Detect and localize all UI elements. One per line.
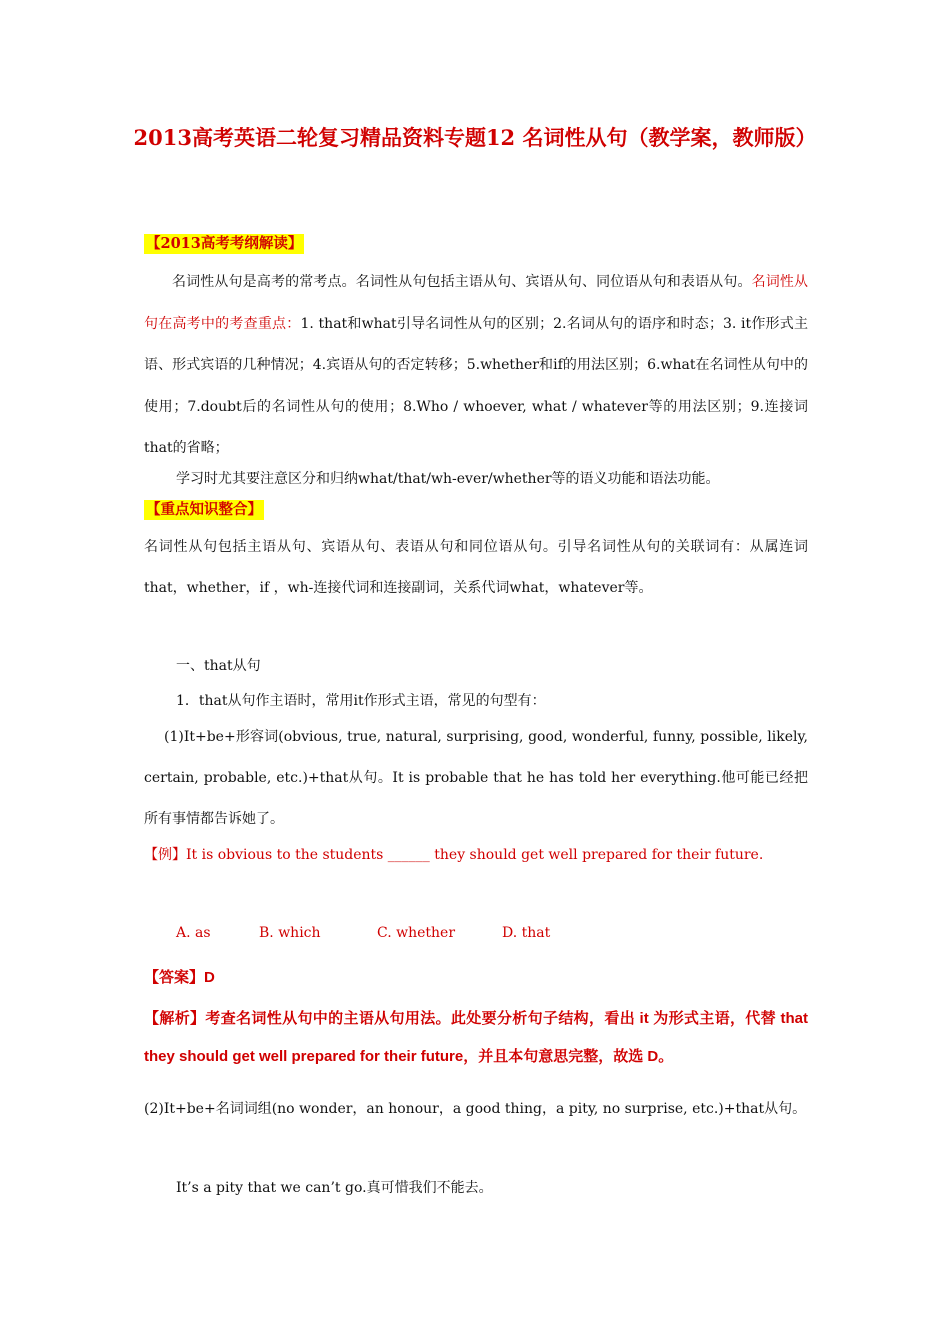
document-title: 2013高考英语二轮复习精品资料专题12 名词性从句（教学案，教师版） xyxy=(133,125,817,150)
point-subject-clause: 1．that从句作主语时，常用it作形式主语，常见的句型有： xyxy=(176,693,546,709)
pattern-noun-phrase-example: It’s a pity that we can’t go.真可惜我们不能去。 xyxy=(176,1180,493,1196)
pattern-adjective: (1)It+be+形容词(obvious, true, natural, surprising, good, wonderful, funny, possible, likely, certain, probable, etc.)+that从句。It is probable that he has told her everything.他可能已经把所有事情都告诉她了。 xyxy=(144,729,808,827)
section-badge-knowledge: 【重点知识整合】 xyxy=(146,501,262,518)
pattern-noun-phrase: (2)It+be+名词词组(no wonder，an honour，a good thing，a pity, no surprise, etc.)+that从句。 xyxy=(144,1101,807,1117)
heading-that-clause: 一、that从句 xyxy=(176,658,261,674)
intro-key-points-label: 名词性从句在高考中的考查重点： xyxy=(144,274,809,332)
overview-paragraph: 名词性从句包括主语从句、宾语从句、表语从句和同位语从句。引导名词性从句的关联词有：从属连词that，whether，if ，wh-连接代词和连接副词，关系代词what，whatever等。 xyxy=(144,539,808,596)
option-b: B. which xyxy=(259,925,321,941)
section-badge-syllabus: 【2013高考考纲解读】 xyxy=(146,235,303,252)
intro-text-a: 名词性从句是高考的常考点。名词性从句包括主语从句、宾语从句、同位语从句和表语从句。 xyxy=(172,274,752,290)
intro-text-b: 1. that和what引导名词性从句的区别；2.名词从句的语序和时态；3. it作形式主语、形式宾语的几种情况；4.宾语从句的否定转移；5.whether和if的用法区别；6.what在名词性从句中的使用；7.doubt后的名词性从句的使用；8.Who / whoever, what / whatever等的用法区别；9.连接词that的省略； xyxy=(144,315,809,456)
answer: 【答案】D xyxy=(144,969,215,986)
option-c: C. whether xyxy=(377,925,456,941)
option-d: D. that xyxy=(502,925,551,941)
option-a: A. as xyxy=(176,925,211,941)
intro-paragraph xyxy=(144,262,808,470)
study-note: 学习时尤其要注意区分和归纳what/that/wh-ever/whether等的语义功能和语法功能。 xyxy=(176,471,720,487)
example-question: 【例】It is obvious to the students ______ they should get well prepared for their future. xyxy=(144,847,764,863)
analysis: 【解析】考查名词性从句中的主语从句用法。此处要分析句子结构，看出 it 为形式主语，代替 that they should get well prepared for their future，并且本句意思完整，故选 D。 xyxy=(144,1010,808,1065)
